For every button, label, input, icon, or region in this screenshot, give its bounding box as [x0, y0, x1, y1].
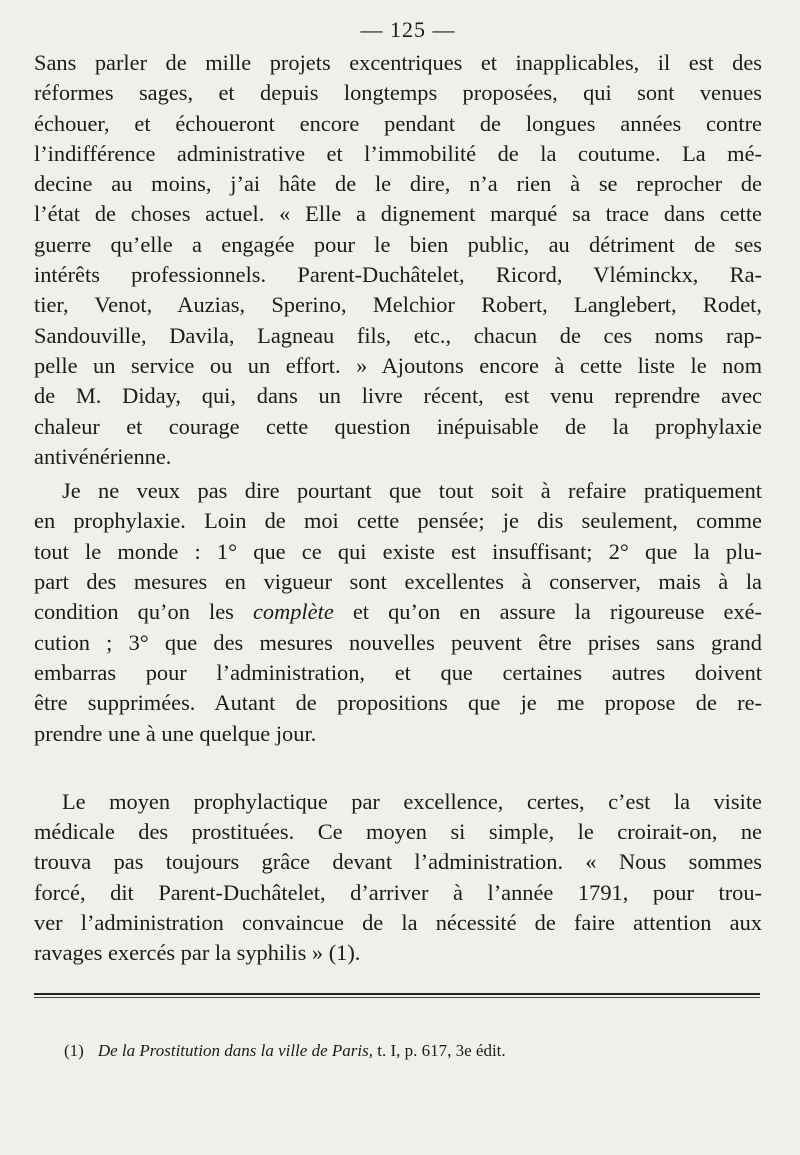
- text-line: de M. Diday, qui, dans un livre récent, est venu reprendre avec: [34, 383, 762, 409]
- footnote-divider: [34, 993, 760, 998]
- text-line: tier, Venot, Auzias, Sperino, Melchior Robert, Langlebert, Rodet,: [34, 292, 762, 318]
- text-line: embarras pour l’administration, et que certaines autres doivent: [34, 659, 762, 685]
- text-line: ravages exercés par la syphilis » (1).: [34, 940, 361, 966]
- text-line: médicale des prostituées. Ce moyen si simple, le croirait-on, ne: [34, 819, 762, 845]
- footnote-title: De la Prostitution dans la ville de Paris,: [97, 1040, 373, 1060]
- text-line: decine au moins, j’ai hâte de le dire, n’a rien à se reprocher de: [34, 171, 762, 197]
- text-line: l’état de choses actuel. « Elle a dignement marqué sa trace dans cette: [34, 201, 762, 227]
- text-line: guerre qu’elle a engagée pour le bien public, au détriment de ses: [34, 231, 762, 257]
- text-line: Sandouville, Davila, Lagneau fils, etc., chacun de ces noms rap-: [34, 322, 762, 348]
- text-line: ver l’administration convaincue de la nécessité de faire attention aux: [34, 910, 762, 936]
- text-line: chaleur et courage cette question inépuisable de la prophylaxie: [34, 413, 762, 439]
- text-line: tout le monde : 1° que ce qui existe est insuffisant; 2° que la plu-: [34, 538, 762, 564]
- footnote: [64, 1040, 762, 1062]
- page-number: — 125 —: [360, 17, 456, 42]
- paragraph-1: [34, 48, 762, 472]
- text-line: intérêts professionnels. Parent-Duchâtelet, Ricord, Vléminckx, Ra-: [34, 262, 762, 288]
- text-line: pelle un service ou un effort. » Ajoutons encore à cette liste le nom: [34, 352, 762, 378]
- footnote-mark: (1): [64, 1040, 84, 1060]
- paragraph-3: [34, 787, 762, 969]
- text-line: forcé, dit Parent-Duchâtelet, d’arriver à l’année 1791, pour trou-: [34, 879, 762, 905]
- text-line: part des mesures en vigueur sont excellentes à conserver, mais à la: [34, 569, 762, 595]
- text-line: prendre une à une quelque jour.: [34, 720, 317, 746]
- text-line: réformes sages, et depuis longtemps proposées, qui sont venues: [34, 80, 762, 106]
- text-line: en prophylaxie. Loin de moi cette pensée; je dis seulement, comme: [34, 508, 762, 534]
- line-text-before: condition qu’on les: [34, 599, 253, 625]
- paragraph-2: [34, 476, 762, 749]
- text-line: [34, 597, 762, 627]
- text-line: trouva pas toujours grâce devant l’administration. « Nous sommes: [34, 849, 762, 875]
- line-text-after: et qu’on en assure la rigoureuse exé-: [333, 599, 763, 625]
- text-line: échouer, et échoueront encore pendant de longues années contre: [34, 110, 762, 136]
- text-line: cution ; 3° que des mesures nouvelles peuvent être prises sans grand: [34, 629, 762, 655]
- emphasized-word: complète: [252, 599, 334, 625]
- text-line: Sans parler de mille projets excentriques et inapplicables, il est des: [34, 50, 762, 75]
- text-line: être supprimées. Autant de propositions que je me propose de re-: [34, 690, 762, 716]
- footnote-reference: t. I, p. 617, 3e édit.: [372, 1040, 506, 1060]
- text-line: Le moyen prophylactique par excellence, certes, c’est la visite: [62, 788, 762, 814]
- text-line: antivénérienne.: [34, 443, 172, 469]
- text-line: l’indifférence administrative et l’immobilité de la coutume. La mé-: [34, 140, 762, 166]
- text-line: Je ne veux pas dire pourtant que tout soit à refaire pratiquement: [62, 478, 762, 504]
